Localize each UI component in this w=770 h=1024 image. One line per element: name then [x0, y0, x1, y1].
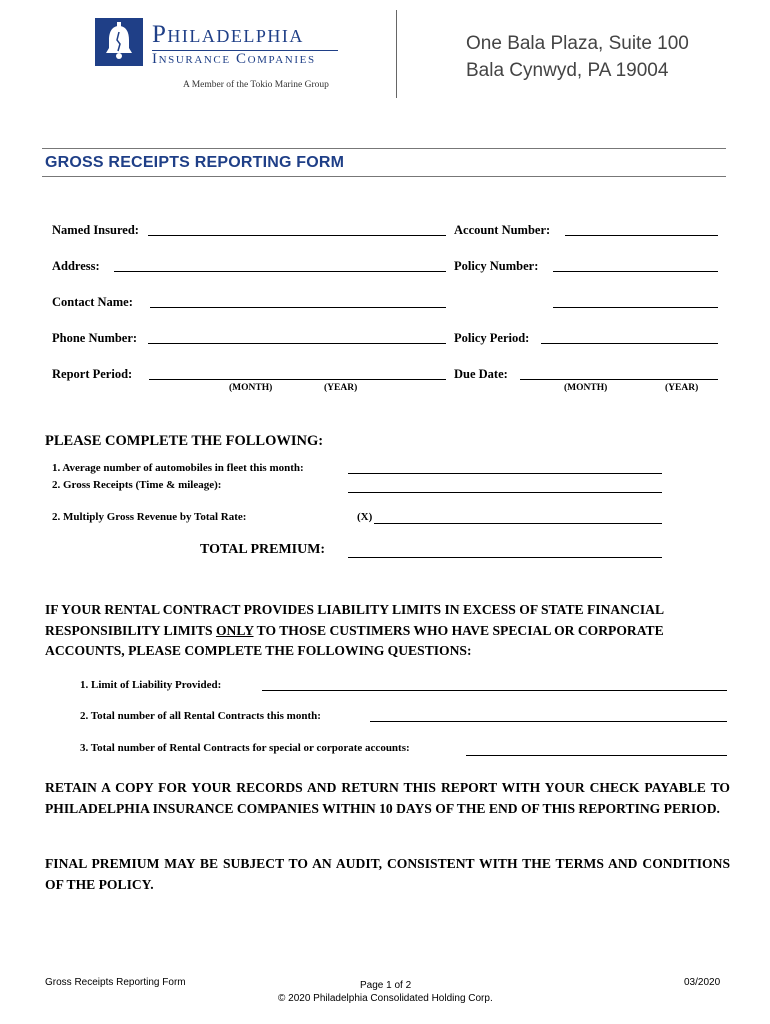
- due-year-caption: (YEAR): [665, 383, 699, 393]
- report-year-caption: (YEAR): [324, 383, 358, 393]
- account-number-label: Account Number:: [454, 223, 551, 237]
- rental-para-part1: IF YOUR RENTAL CONTRACT PROVIDES LIABILITY LIMITS IN EXCESS OF STATE FINANCIAL RESPONSIBILITY LIMITS: [45, 602, 664, 638]
- due-month-caption: (MONTH): [564, 383, 608, 393]
- final-premium-paragraph: FINAL PREMIUM MAY BE SUBJECT TO AN AUDIT, CONSISTENT WITH THE TERMS AND CONDITIONS OF THE POLICY.: [45, 856, 730, 892]
- special-contracts-field[interactable]: [466, 755, 727, 756]
- multiply-label: 2. Multiply Gross Revenue by Total Rate:: [52, 511, 247, 523]
- report-period-field[interactable]: [149, 379, 446, 380]
- footer-copyright: © 2020 Philadelphia Consolidated Holding Corp.: [278, 993, 493, 1004]
- phone-number-field[interactable]: [148, 343, 446, 344]
- policy-number-label: Policy Number:: [454, 259, 539, 273]
- report-month-caption: (MONTH): [229, 383, 273, 393]
- company-logo: [95, 18, 143, 66]
- title-rule-bottom: [42, 176, 726, 177]
- phone-number-label: Phone Number:: [52, 331, 138, 345]
- rental-para-part2: TO THOSE CUSTIMERS WHO HAVE SPECIAL OR CORPORATE ACCOUNTS, PLEASE COMPLETE THE FOLLOWING QUESTIONS:: [45, 622, 664, 658]
- named-insured-label: Named Insured:: [52, 223, 139, 237]
- contact-name-label: Contact Name:: [52, 295, 133, 309]
- address-line-1: One Bala Plaza, Suite 100: [466, 33, 689, 54]
- policy-period-label: Policy Period:: [454, 331, 530, 345]
- liberty-bell-icon: [95, 18, 143, 66]
- gross-receipts-label: 2. Gross Receipts (Time & mileage):: [52, 479, 222, 491]
- footer-page-number: Page 1 of 2: [360, 980, 412, 991]
- address-line-2: Bala Cynwyd, PA 19004: [466, 60, 669, 81]
- liability-limit-label: 1. Limit of Liability Provided:: [80, 679, 222, 691]
- named-insured-field[interactable]: [148, 235, 446, 236]
- total-contracts-label: 2. Total number of all Rental Contracts this month:: [80, 710, 321, 722]
- footer-form-name: Gross Receipts Reporting Form: [45, 977, 186, 988]
- form-title: GROSS RECEIPTS REPORTING FORM: [45, 154, 345, 171]
- avg-autos-label: 1. Average number of automobiles in fleet this month:: [52, 462, 304, 474]
- rental-para-only: ONLY: [215, 622, 254, 638]
- footer-date: 03/2020: [684, 977, 721, 988]
- logo-tagline: A Member of the Tokio Marine Group: [183, 80, 329, 90]
- company-name: Philadelphia: [152, 21, 304, 48]
- company-subname: Insurance Companies: [152, 51, 316, 67]
- due-date-label: Due Date:: [454, 367, 508, 381]
- total-premium-field[interactable]: [348, 557, 662, 558]
- header-divider: [396, 10, 397, 98]
- report-period-label: Report Period:: [52, 367, 133, 381]
- title-rule-top: [42, 148, 726, 149]
- due-date-field[interactable]: [520, 379, 718, 380]
- retain-paragraph: RETAIN A COPY FOR YOUR RECORDS AND RETURN THIS REPORT WITH YOUR CHECK PAYABLE TO PHILADELPHIA INSURANCE COMPANIES WITHIN 10 DAYS OF THE END OF THIS REPORTING PERIOD.: [45, 780, 730, 816]
- gross-receipts-field[interactable]: [348, 492, 662, 493]
- address-label: Address:: [52, 259, 100, 273]
- contact-name-field[interactable]: [150, 307, 446, 308]
- avg-autos-field[interactable]: [348, 473, 662, 474]
- address-field[interactable]: [114, 271, 446, 272]
- policy-number-extra-field[interactable]: [553, 307, 718, 308]
- multiply-field[interactable]: [374, 523, 662, 524]
- total-contracts-field[interactable]: [370, 721, 727, 722]
- total-premium-label: TOTAL PREMIUM:: [200, 542, 326, 557]
- multiply-x: (X): [357, 511, 373, 523]
- liability-limit-field[interactable]: [262, 690, 727, 691]
- policy-number-field[interactable]: [553, 271, 718, 272]
- rental-contract-paragraph: [45, 600, 730, 662]
- policy-period-field[interactable]: [541, 343, 718, 344]
- special-contracts-label: 3. Total number of Rental Contracts for special or corporate accounts:: [80, 742, 410, 754]
- complete-heading: PLEASE COMPLETE THE FOLLOWING:: [45, 433, 324, 449]
- account-number-field[interactable]: [565, 235, 718, 236]
